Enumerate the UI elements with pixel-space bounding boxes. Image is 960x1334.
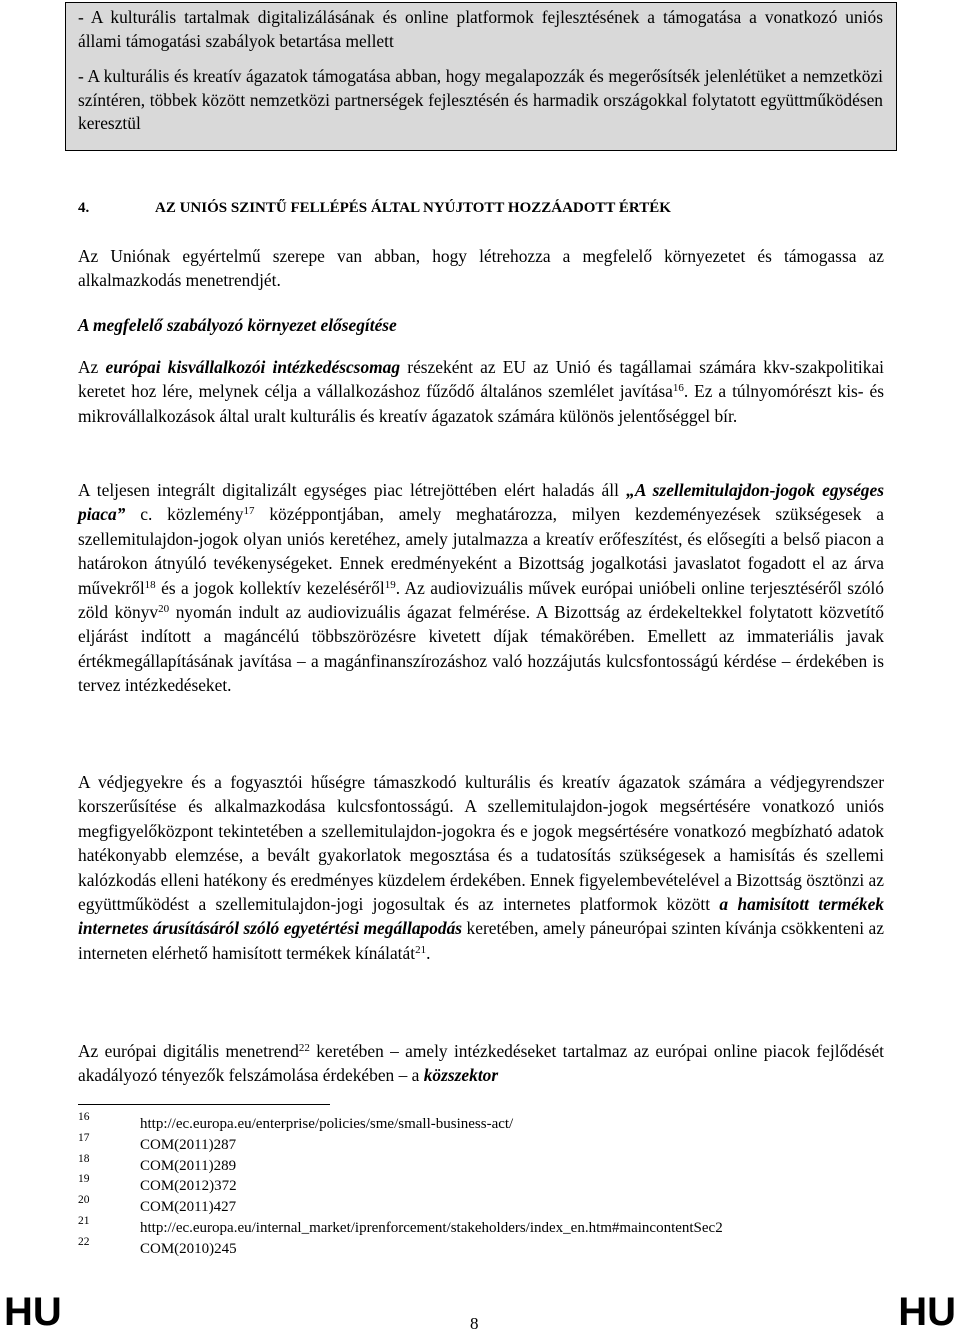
- paragraph-3: [78, 770, 884, 965]
- text: Az európai digitális menetrend: [78, 1041, 299, 1061]
- language-code-left: HU: [4, 1290, 62, 1334]
- box-item-1: - A kulturális tartalmak digitalizálásának és online platformok fejlesztésének a támogatása a vonatkozó uniós állami támogatási szabályok betartása mellett: [78, 7, 883, 51]
- subheading: A megfelelő szabályozó környezet elősegítése: [78, 315, 397, 335]
- text: részeként az EU az Unió és tagállamai számára kkv-szakpolitikai keretet hoz lére, melynek célja a vállalkozáshoz fűződő általános szemlélet javítása: [78, 357, 884, 402]
- footnote-text: COM(2011)287: [140, 1136, 237, 1153]
- footnote-ref-17[interactable]: 17: [243, 505, 255, 518]
- footnote-link[interactable]: http://ec.europa.eu/internal_market/iprenforcement/stakeholders/index_en.htm#maincontentSec2: [140, 1219, 723, 1236]
- footnote-item: [78, 1175, 878, 1196]
- footnote-text: COM(2011)427: [140, 1199, 237, 1216]
- footnote-number: 17: [78, 1131, 90, 1144]
- footnote-ref-19[interactable]: 19: [384, 578, 396, 591]
- text: A védjegyekre és a fogyasztói hűségre támaszkodó kulturális és kreatív ágazatok számára a védjegyrendszer korszerűsítése és alkalmazkodása kulcsfontosságú. A szellemitulajdon-jogok megsértésére vonatkozó uniós megfigyelőközpont tekintetében a szellemitulajdon-jogokra és e jogok megsértésére vonatkozó megbízható adatok hatékonyabb elemzése, a bevált gyakorlatok megosztása és a tudatosítás szükségesek a hamisítás és szellemi kalózkodás elleni hatékony és eredményes küzdelem érdekében. Ennek figyelembevételével a Bizottság ösztönzi az együttműködést a szellemitulajdon-jogi jogosultak és az internetes platformok között: [78, 772, 884, 915]
- section-title: AZ UNIÓS SZINTŰ FELLÉPÉS ÁLTAL NYÚJTOTT HOZZÁADOTT ÉRTÉK: [155, 200, 671, 216]
- text: A teljesen integrált digitalizált egységes piac létrejöttében elért haladás áll: [78, 480, 627, 500]
- footnote-item: [78, 1131, 878, 1155]
- text: c. közlemény: [125, 504, 244, 525]
- footnote-ref-16[interactable]: 16: [672, 382, 684, 395]
- intro-paragraph: Az Uniónak egyértelmű szerepe van abban, hogy létrehozza a megfelelő környezetet és támogassa az alkalmazkodás menetrendjét.: [78, 246, 884, 291]
- text: .: [426, 942, 431, 963]
- text: keretében – amely intézkedéseket tartalmaz az európai online piacok fejlődését akadályozó tényezők felszámolása érdekében – a: [78, 1041, 884, 1086]
- footnote-number: 16: [78, 1111, 90, 1123]
- footnote-text: COM(2011)289: [140, 1157, 237, 1174]
- text: és a jogok kollektív kezeléséről: [155, 577, 385, 598]
- footnote-ref-21[interactable]: 21: [415, 943, 427, 956]
- footnote-item: [78, 1152, 878, 1176]
- footnote-separator: [78, 1104, 330, 1105]
- text: keretében, amely páneurópai szinten kívánja csökkenteni az interneten elérhető hamisított termékek kínálatát: [78, 918, 884, 963]
- footnote-number: 18: [78, 1152, 90, 1165]
- text: középpontjában, amely meghatározza, milyen kezdeményezések szükségesek a szellemitulajdon-jogok olyan uniós keretéhez, amely jutalmazza a kreatív erőfeszítést, és elősegíti a belső piacon a határokon átnyúló tevékenységeket. Ennek eredményeként a Bizottság jogalkotási javaslatot fogadott el az árva művekről: [78, 504, 884, 598]
- paragraph-1: [78, 355, 884, 428]
- footnote-item: [78, 1196, 878, 1217]
- section-number: 4.: [78, 200, 90, 216]
- footnote-item: [78, 1113, 878, 1134]
- text: . Ez a túlnyomórészt kis- és mikrovállalkozások által uralt kulturális és kreatív ágazatok számára különös jelentőséggel bír.: [78, 381, 885, 426]
- footnote-number: 21: [78, 1214, 90, 1227]
- paragraph-2: [78, 478, 884, 698]
- emphasis: közszektor: [423, 1065, 499, 1086]
- highlighted-text-box: [65, 2, 897, 151]
- footnote-ref-20[interactable]: 20: [158, 603, 170, 616]
- text: nyomán indult az audiovizuális ágazat felmérése. A Bizottság az érdekeltekkel folytatott közvetítő eljárást indított a magáncélú többszörözésre kivetett díjak témakörében. Emellett az immateriális javak értékmegállapításának javítása – a magánfinanszírozáshoz való hozzájutás kulcsfontosságú kérdése – érdekében is tervez intézkedéseket.: [78, 602, 884, 696]
- footnote-ref-22[interactable]: 22: [298, 1042, 310, 1054]
- footnotes: [78, 1113, 878, 1259]
- emphasis: a hamisított termékek internetes árusításáról szóló egyetértési megállapodás: [78, 894, 884, 939]
- footnote-link[interactable]: http://ec.europa.eu/enterprise/policies/sme/small-business-act/: [140, 1116, 514, 1132]
- footnote-number: 20: [78, 1194, 90, 1207]
- footnote-text: COM(2010)245: [140, 1240, 237, 1257]
- paragraph-4: [78, 1039, 884, 1088]
- footnote-item: [78, 1214, 878, 1238]
- footnote-number: 22: [78, 1235, 90, 1248]
- footnote-ref-18[interactable]: 18: [144, 578, 156, 591]
- footnote-number: 19: [78, 1173, 90, 1186]
- footnote-text: COM(2012)372: [140, 1178, 237, 1195]
- emphasis: európai kisvállalkozói intézkedéscsomag: [105, 357, 401, 377]
- section-heading: [78, 197, 888, 219]
- emphasis: „A szellemitulajdon-jogok egységes piaca”: [78, 480, 884, 525]
- text: . Az audiovizuális művek európai unióbeli online terjesztéséről szóló zöld könyv: [78, 577, 885, 623]
- box-item-2: - A kulturális és kreatív ágazatok támogatása abban, hogy megalapozzák és megerősítsék jelenlétüket a nemzetközi színtéren, többek között nemzetközi partnerségek fejlesztésén és harmadik országokkal folytatott együttműködésen keresztül: [78, 66, 883, 134]
- page-number: 8: [470, 1314, 479, 1333]
- language-code-right: HU: [898, 1290, 956, 1334]
- text: Az: [78, 357, 106, 377]
- footnote-item: [78, 1235, 878, 1259]
